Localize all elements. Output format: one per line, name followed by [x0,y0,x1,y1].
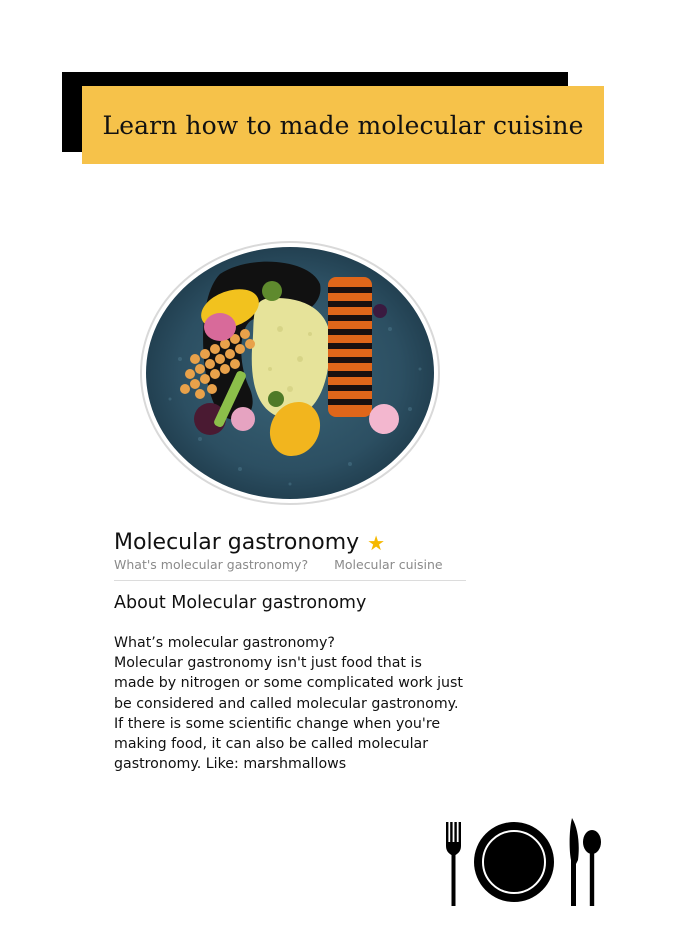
article-question: What’s molecular gastronomy? [114,635,335,651]
page-title: Molecular gastronomy [114,530,360,555]
link-what-is-molecular-gastronomy[interactable]: What's molecular gastronomy? [114,557,309,572]
header-banner [82,86,604,164]
divider [114,580,466,581]
dish-image [140,239,444,507]
banner-title: Learn how to made molecular cuisine [102,110,584,140]
subtitle-links [114,557,474,572]
article-body: Molecular gastronomy isn't just food that is made by nitrogen or some complicated work just be considered and called molecular gastronomy. If there is some scientific change when you're making food, it can also be called molecular gastronomy. Like: marshmallows [114,655,463,773]
cutlery-svg [444,814,606,910]
link-molecular-cuisine[interactable]: Molecular cuisine [334,557,443,572]
title-row [114,530,474,555]
dish-photo [140,239,444,507]
cutlery-plate-icon [444,814,606,910]
info-card [114,530,474,773]
article-text [114,633,466,773]
star-icon[interactable]: ★ [367,530,386,555]
section-heading: About Molecular gastronomy [114,593,367,613]
